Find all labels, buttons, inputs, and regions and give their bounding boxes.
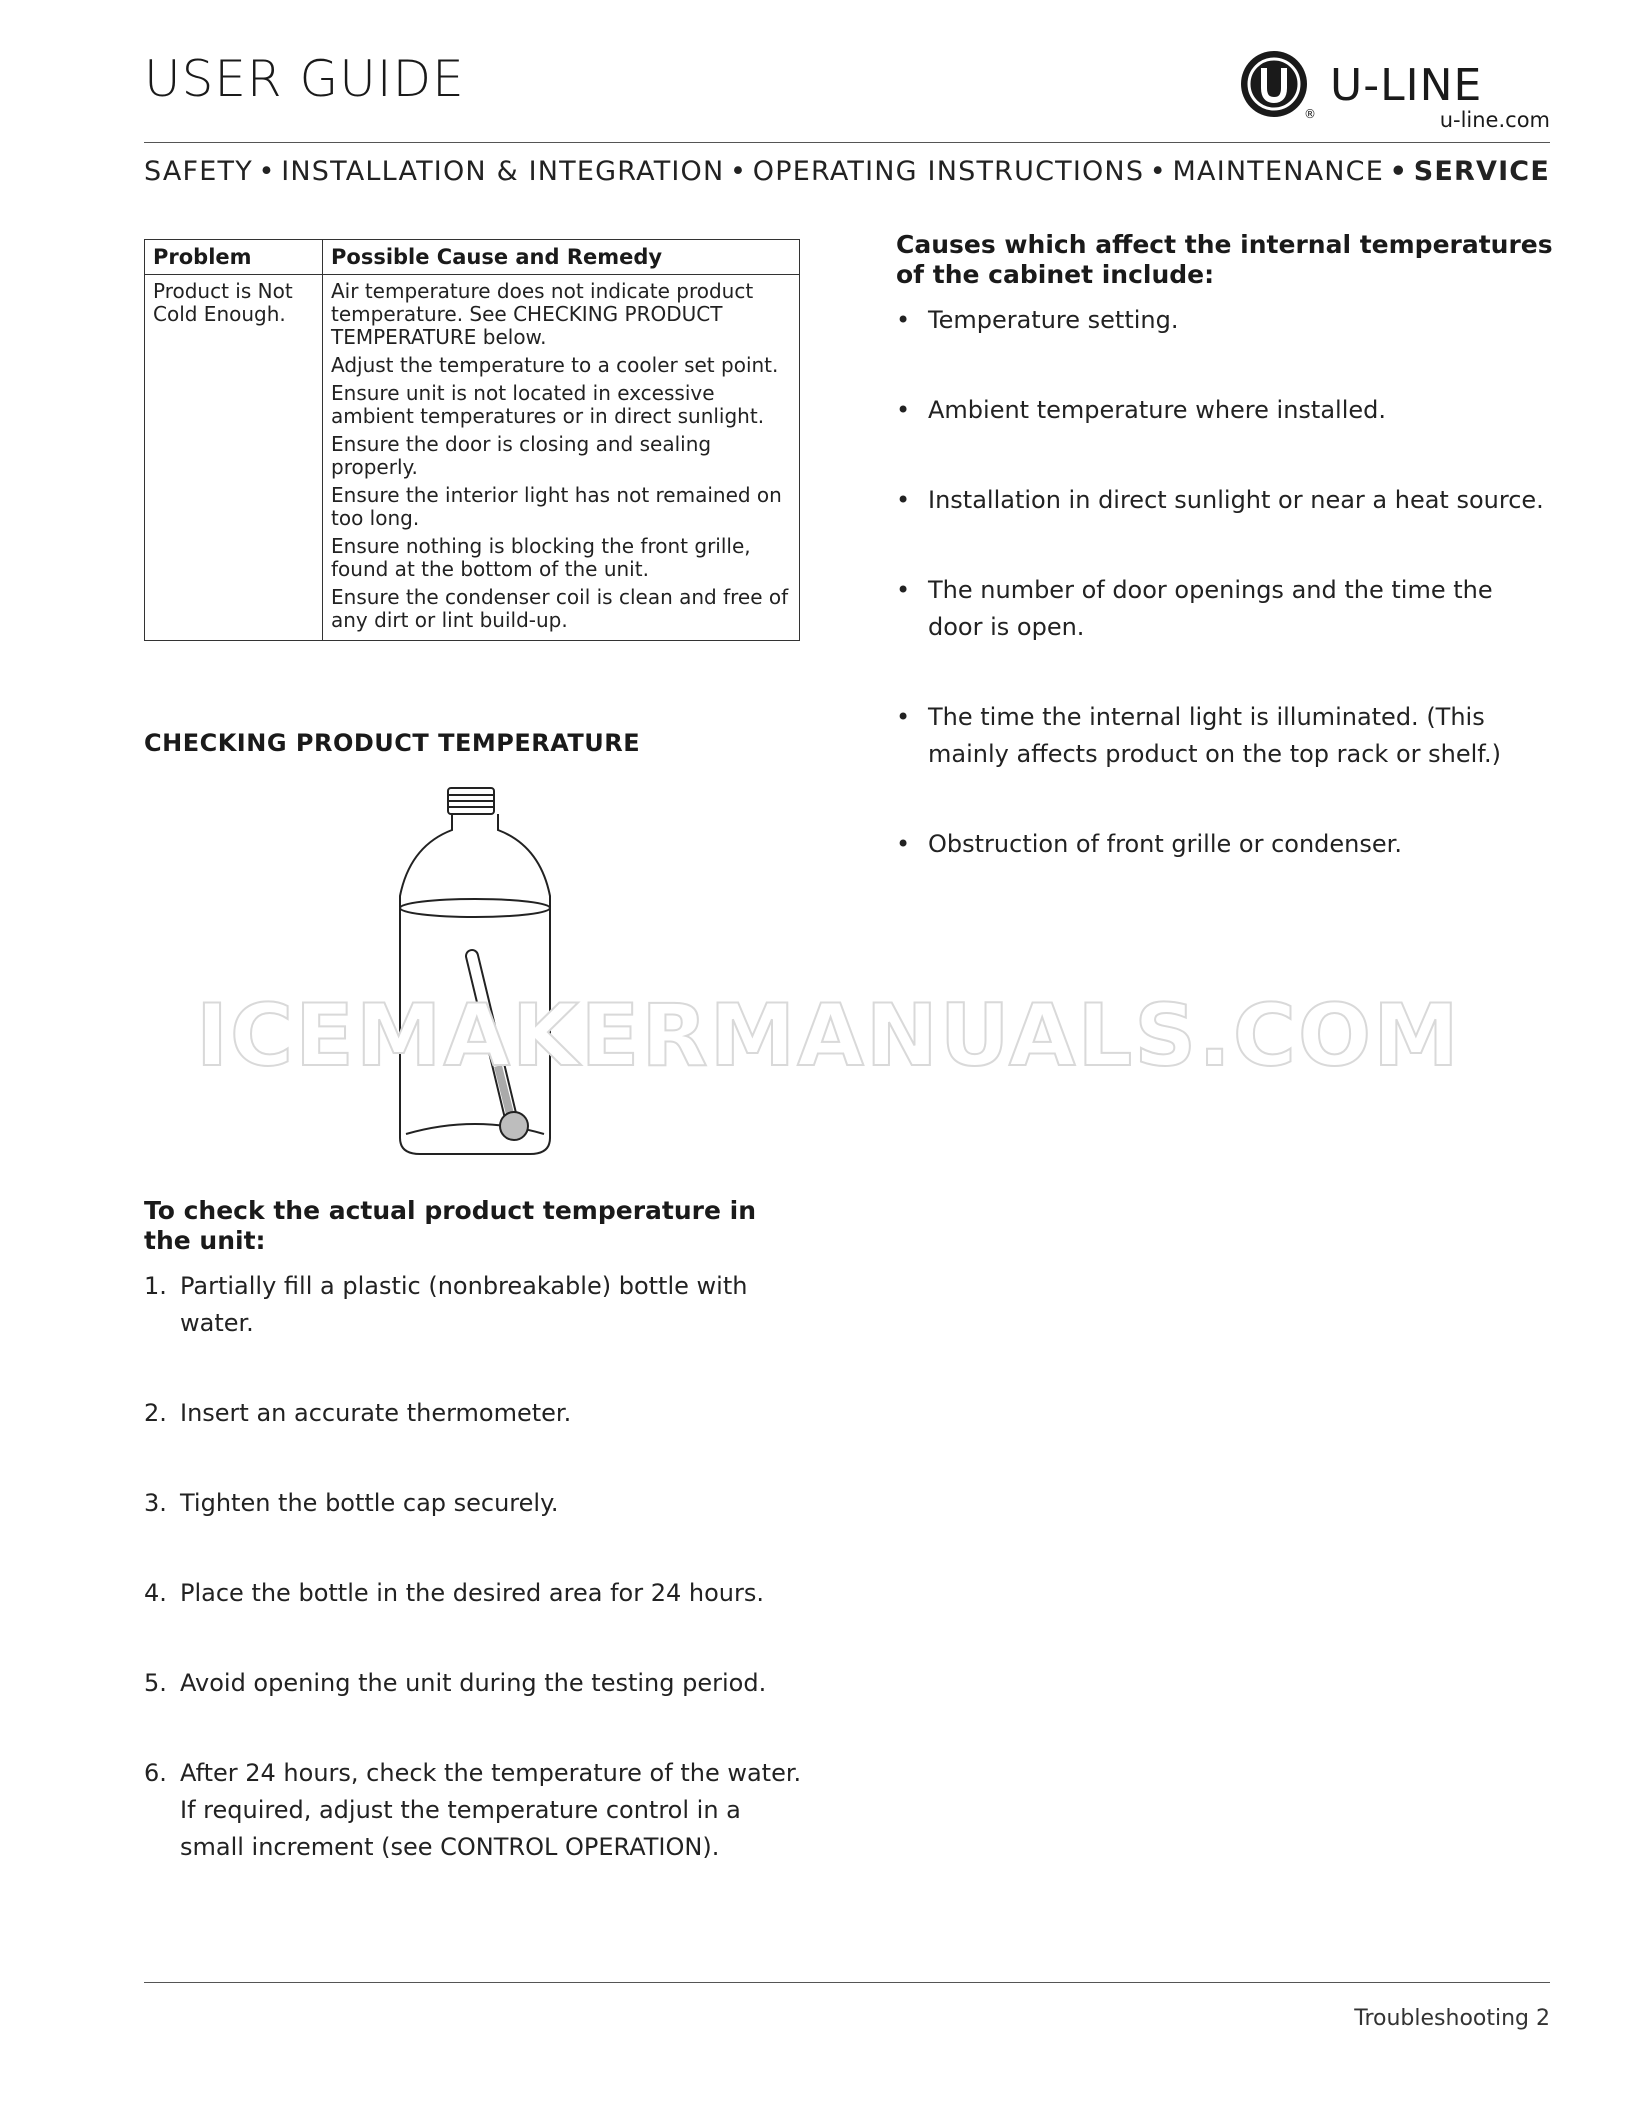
brand-wordmark: U-LINE — [1330, 60, 1483, 111]
nav-service: SERVICE — [1413, 156, 1550, 187]
remedy-item: Ensure the door is closing and sealing properly. — [331, 432, 712, 479]
brand-url: u-line.com — [1439, 108, 1550, 132]
remedy-item: Air temperature does not indicate product temperature. See CHECKING PRODUCT TEMPERATURE below. — [331, 279, 754, 349]
list-item: • Installation in direct sunlight or near a heat source. — [896, 486, 1544, 514]
list-item: 3. Tighten the bottle cap securely. — [144, 1489, 559, 1517]
footer-divider — [144, 1982, 1550, 1983]
remedy-item: Ensure nothing is blocking the front grille, found at the bottom of the unit. — [331, 534, 751, 581]
footer-page-label: Troubleshooting 2 — [1354, 2006, 1550, 2031]
list-item: 4. Place the bottle in the desired area for 24 hours. — [144, 1579, 764, 1607]
problem-cell: Product is Not Cold Enough. — [145, 275, 323, 641]
page-title: USER GUIDE — [144, 50, 465, 108]
list-item: • Temperature setting. — [896, 306, 1179, 334]
watermark: ICEMAKERMANUALS.COM — [196, 986, 1461, 1086]
list-item: 2. Insert an accurate thermometer. — [144, 1399, 572, 1427]
nav-separator: • — [1389, 156, 1409, 187]
list-item: • Ambient temperature where installed. — [896, 396, 1387, 424]
table-header-problem: Problem — [145, 240, 323, 275]
nav-separator: • — [258, 156, 276, 187]
list-item: • The number of door openings and the time the door is open. — [896, 576, 1493, 641]
remedy-cell — [323, 275, 800, 641]
causes-heading: Causes which affect the internal temperatures of the cabinet include: — [896, 230, 1553, 289]
list-item: • The time the internal light is illuminated. (This mainly affects product on the top rack or shelf.) — [896, 703, 1501, 768]
nav-operating: OPERATING INSTRUCTIONS — [752, 156, 1145, 187]
nav-separator: • — [730, 156, 748, 187]
list-item: • Obstruction of front grille or condenser. — [896, 830, 1402, 858]
list-item: 5. Avoid opening the unit during the testing period. — [144, 1669, 767, 1697]
check-subheading: To check the actual product temperature in the unit: — [144, 1196, 756, 1255]
table-row — [145, 275, 800, 641]
check-steps-list — [144, 1268, 804, 1919]
section-nav — [144, 156, 1550, 187]
remedy-item: Ensure the condenser coil is clean and free of any dirt or lint build-up. — [331, 585, 789, 632]
nav-maintenance: MAINTENANCE — [1172, 156, 1384, 187]
checking-heading: CHECKING PRODUCT TEMPERATURE — [144, 729, 641, 757]
nav-safety: SAFETY — [144, 156, 253, 187]
table-header-row — [145, 240, 800, 275]
nav-separator: • — [1149, 156, 1167, 187]
svg-text:®: ® — [1304, 107, 1316, 121]
list-item: 1. Partially fill a plastic (nonbreakable) bottle with water. — [144, 1272, 748, 1337]
list-item: 6. After 24 hours, check the temperature of the water. If required, adjust the temperature control in a small increment (see CONTROL OPERATION). — [144, 1759, 802, 1861]
remedy-item: Adjust the temperature to a cooler set point. — [331, 353, 779, 377]
bottle-thermometer-illustration — [390, 786, 560, 1166]
remedy-item: Ensure the interior light has not remained on too long. — [331, 483, 782, 530]
causes-list — [896, 302, 1552, 916]
remedy-item: Ensure unit is not located in excessive ambient temperatures or in direct sunlight. — [331, 381, 765, 428]
nav-installation: INSTALLATION & INTEGRATION — [281, 156, 725, 187]
troubleshooting-table — [144, 239, 800, 641]
header-divider — [144, 142, 1550, 143]
table-header-remedy: Possible Cause and Remedy — [323, 240, 800, 275]
